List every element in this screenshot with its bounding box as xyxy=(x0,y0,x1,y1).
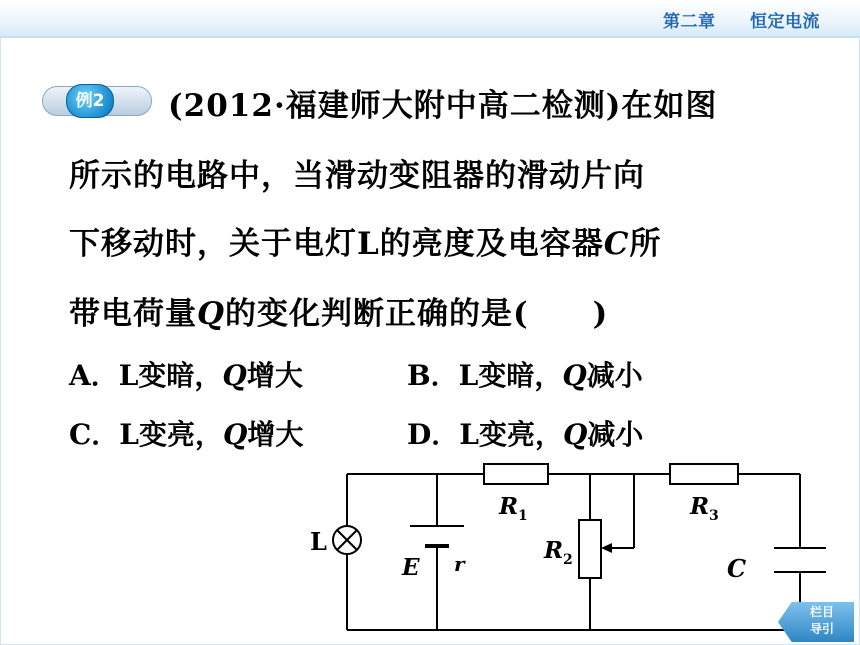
chapter-number: 第二章 xyxy=(663,12,716,32)
label-r2: R xyxy=(544,537,564,564)
resistor-r1-icon xyxy=(484,464,548,484)
chapter-title: 恒定电流 xyxy=(750,12,820,32)
label-capacitor: C xyxy=(727,554,747,583)
label-emf: E xyxy=(402,554,420,581)
question-line-3-tail: 所 xyxy=(629,226,662,262)
nav-guide-line-2: 导引 xyxy=(809,622,834,636)
capacitor-variable: C xyxy=(603,226,630,262)
nav-guide-label xyxy=(800,604,844,638)
option-c-label: C．L变亮， xyxy=(69,418,223,451)
option-c-text: 增大 xyxy=(247,418,304,451)
option-d-text: 减小 xyxy=(587,418,644,451)
option-b-var: Q xyxy=(562,359,587,392)
option-a-var: Q xyxy=(222,359,247,392)
label-r3-sub: 3 xyxy=(709,508,719,524)
resistor-r3-icon xyxy=(670,464,738,484)
nav-guide-button[interactable] xyxy=(778,602,854,642)
question-line-3-text: 下移动时，关于电灯L的亮度及电容器 xyxy=(69,226,604,262)
option-d-label: D．L变亮， xyxy=(407,418,563,451)
question-line-2: 所示的电路中，当滑动变阻器的滑动片向 xyxy=(69,158,645,194)
slider-arrow-icon xyxy=(601,543,612,553)
option-d-var: Q xyxy=(562,418,588,451)
label-internal-r: r xyxy=(454,552,465,576)
badge-label: 例2 xyxy=(66,84,114,118)
resistor-r2-icon xyxy=(579,520,601,578)
label-lamp: L xyxy=(310,527,327,556)
option-c-var: Q xyxy=(222,418,248,451)
nav-guide-line-1: 栏目 xyxy=(809,605,834,619)
label-r3: R xyxy=(690,493,710,520)
label-r2-sub: 2 xyxy=(563,552,573,568)
label-r1: R xyxy=(499,493,519,520)
question-line-4-tail: 的变化判断正确的是( ) xyxy=(225,296,609,332)
option-a-text: 增大 xyxy=(246,359,303,392)
label-r1-sub: 1 xyxy=(518,508,528,524)
charge-variable: Q xyxy=(197,296,226,332)
question-line-1: (2012·福建师大附中高二检测)在如图 xyxy=(168,88,718,124)
option-a-label: A．L变暗， xyxy=(69,359,223,392)
question-line-4-text: 带电荷量 xyxy=(69,296,197,332)
option-b-text: 减小 xyxy=(586,359,643,392)
option-b-label: B．L变暗， xyxy=(407,359,563,392)
